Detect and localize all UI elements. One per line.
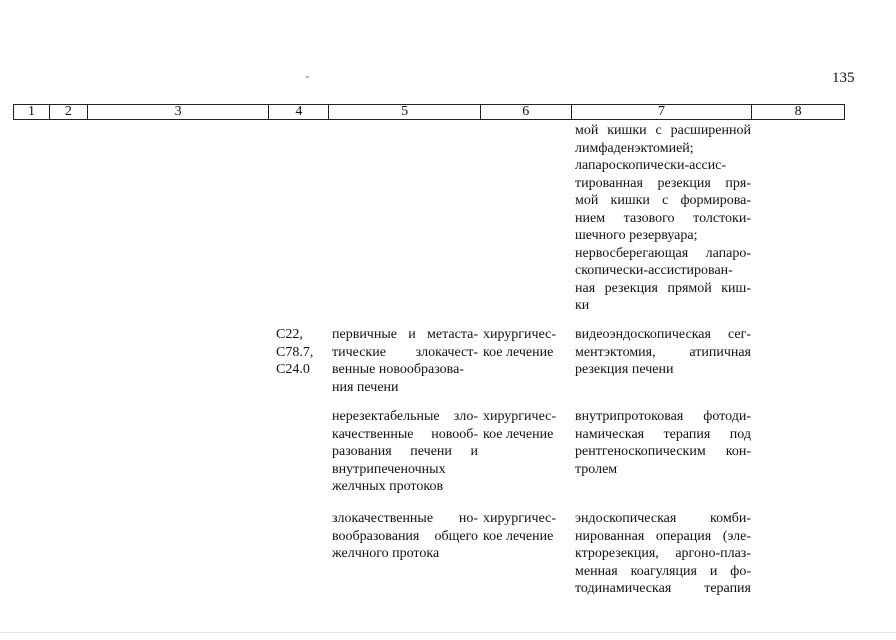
text-line: вообразования общего (332, 528, 478, 544)
method-text (575, 326, 751, 379)
text-line: кое лечение (483, 426, 554, 442)
text-line: ки (575, 298, 590, 313)
header-col-1: 1 (14, 105, 50, 119)
text-line: разования печени и (332, 444, 478, 459)
text-line: ментэктомия, атипичная (575, 344, 751, 360)
icd-code: C22, (276, 327, 303, 342)
text-line: венные новообразова- (332, 362, 464, 377)
text-line: внутрипротоковая фотоди- (575, 409, 751, 424)
text-line: тодинамическая терапия (575, 581, 751, 596)
text-line: нием тазового толстоки- (575, 210, 751, 226)
text-line: хирургичес- (483, 409, 557, 424)
header-col-7: 7 (572, 105, 753, 119)
header-col-4: 4 (269, 105, 329, 119)
text-line: злокачественные но- (332, 511, 478, 526)
text-line: кое лечение (483, 528, 554, 544)
text-line: кое лечение (483, 344, 554, 360)
text-line: ктрорезекция, аргоно-плаз- (575, 546, 751, 561)
scan-edge (0, 632, 896, 633)
treatment-type-text (483, 408, 569, 443)
method-text (575, 510, 751, 598)
text-line: качественные новооб- (332, 426, 478, 442)
treatment-type-text (483, 510, 569, 545)
text-line: шечного резервуара; (575, 228, 698, 243)
text-line: хирургичес- (483, 327, 557, 342)
text-line: тические злокачест- (332, 344, 478, 360)
diagnosis-text (332, 510, 478, 563)
icd-codes (276, 326, 332, 379)
page-number: 135 (832, 70, 855, 86)
text-line: менная коагуляция и фо- (575, 563, 751, 579)
text-line: лимфаденэктомией; (575, 140, 694, 156)
header-col-6: 6 (481, 105, 572, 119)
text-line: видеоэндоскопическая сег- (575, 327, 751, 342)
diagnosis-text (332, 326, 478, 396)
text-line: эндоскопическая комби- (575, 511, 751, 526)
text-line: скопически-ассистирован- (575, 263, 733, 278)
icd-code: C78.7, (276, 344, 314, 360)
header-col-5: 5 (329, 105, 481, 119)
text-line: мой кишки с расширенной (575, 123, 751, 138)
text-line: ная резекция прямой киш- (575, 280, 751, 296)
scan-artifact (306, 76, 309, 78)
text-line: желчных протоков (332, 479, 444, 494)
treatment-type-text (483, 326, 569, 361)
text-line: первичные и метаста- (332, 327, 478, 342)
method-text (575, 408, 751, 478)
header-col-3: 3 (88, 105, 270, 119)
text-line: хирургичес- (483, 511, 557, 526)
header-col-8: 8 (794, 104, 802, 119)
text-line: нерезектабельные зло- (332, 409, 478, 424)
text-line: резекция печени (575, 362, 674, 377)
text-line: тированная резекция пря- (575, 175, 751, 191)
text-line: желчного протока (332, 546, 440, 561)
table-header-row (13, 104, 845, 120)
header-col-2: 2 (50, 105, 88, 119)
text-line: лапароскопически-ассис- (575, 158, 727, 173)
icd-code: C24.0 (276, 362, 310, 377)
continuation-method-text (575, 122, 751, 315)
text-line: мой кишки с формирова- (575, 193, 751, 208)
text-line: намическая терапия под (575, 426, 751, 442)
text-line: нервосберегающая лапаро- (575, 245, 751, 261)
text-line: рентгеноскопическим кон- (575, 444, 751, 459)
text-line: тролем (575, 461, 618, 477)
text-line: ния печени (332, 379, 399, 395)
text-line: внутрипеченочных (332, 461, 446, 477)
text-line: нированная операция (эле- (575, 528, 751, 544)
diagnosis-text (332, 408, 478, 496)
